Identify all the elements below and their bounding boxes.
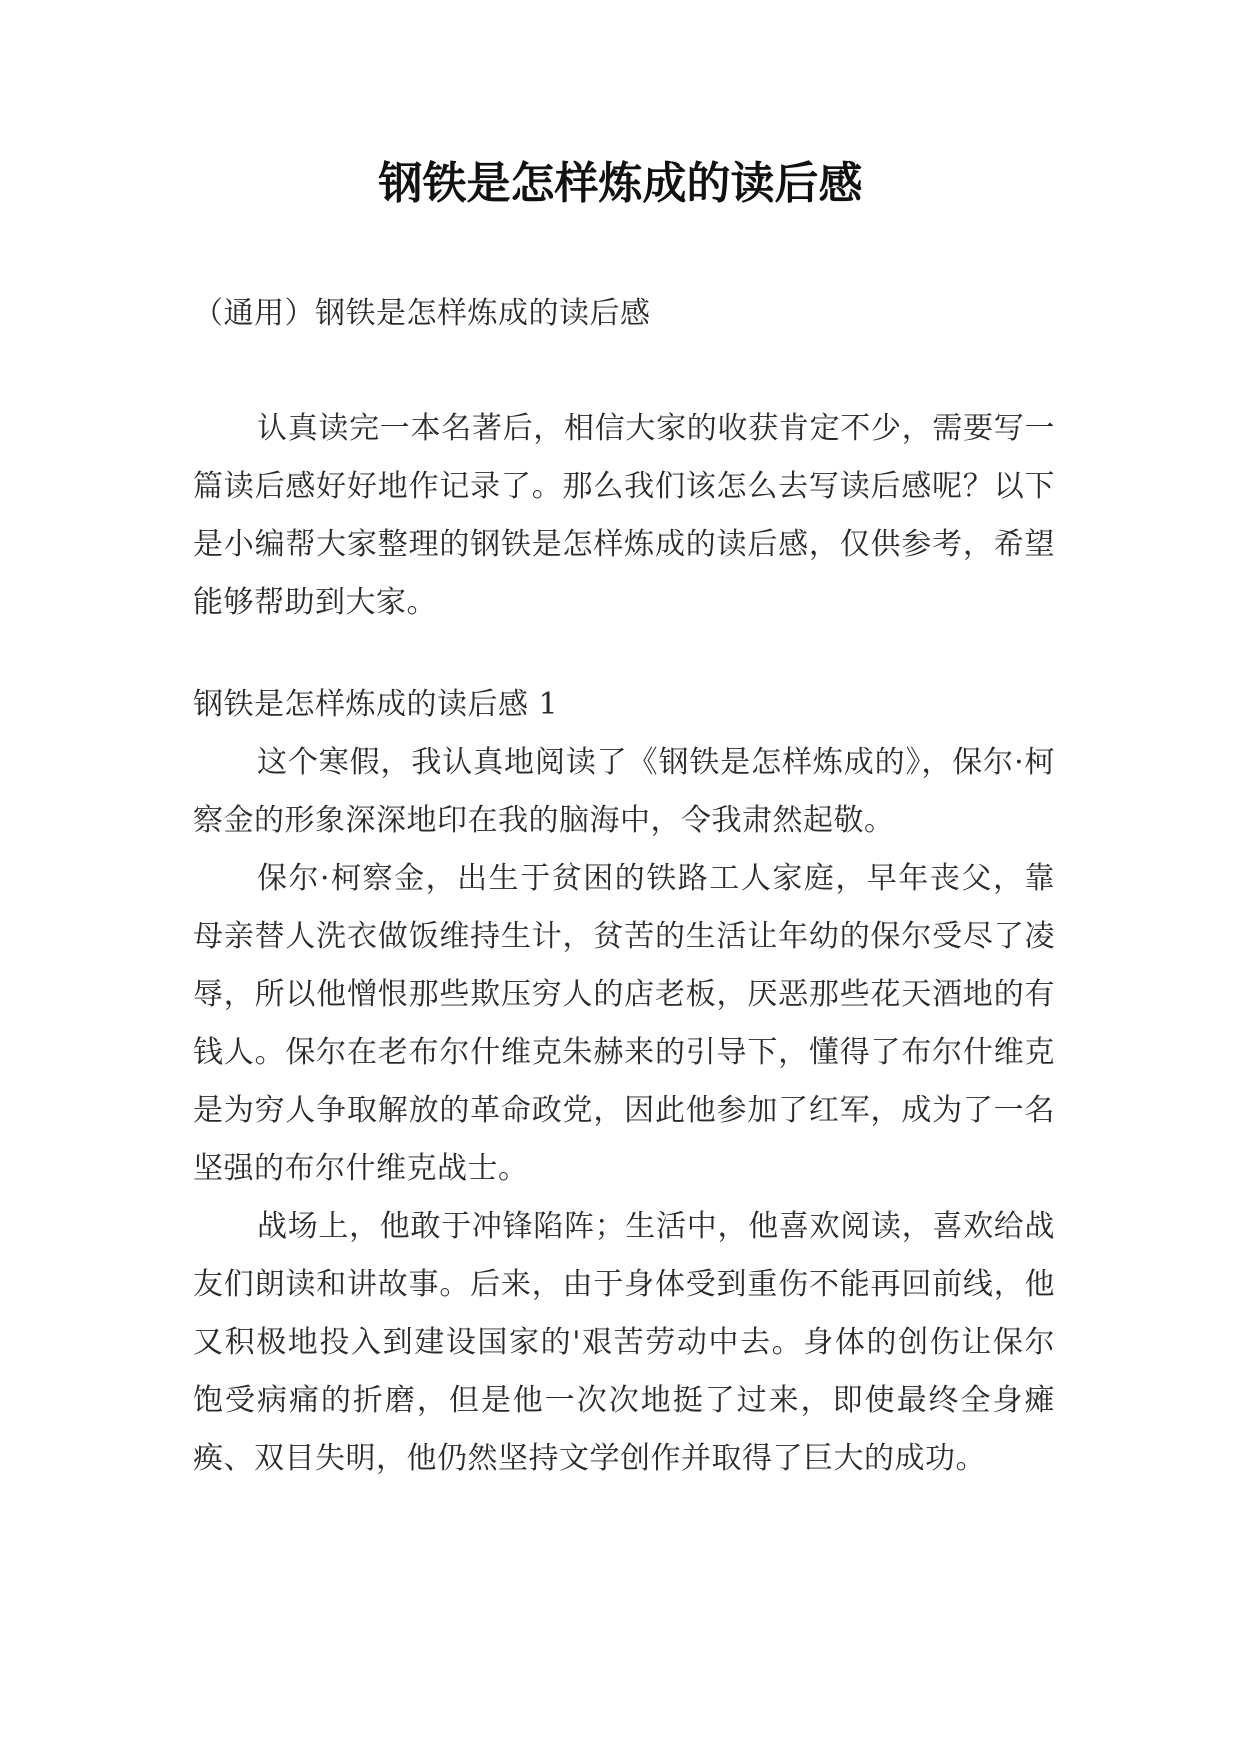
essay-body <box>193 676 1055 1488</box>
document-title: 钢铁是怎样炼成的读后感 <box>378 158 863 209</box>
subtitle-block <box>193 285 1055 343</box>
body-paragraph-1: 这个寒假，我认真地阅读了《钢铁是怎样炼成的》，保尔·柯察金的形象深深地印在我的脑海中，令我肃然起敬。 <box>193 745 1055 838</box>
body-paragraph-3: 战场上，他敢于冲锋陷阵；生活中，他喜欢阅读，喜欢给战友们朗读和讲故事。后来，由于身体受到重伤不能再回前线，他又积极地投入到建设国家的'艰苦劳动中去。身体的创伤让保尔饱受病痛的折磨，但是他一次次地挺了过来，即使最终全身瘫痪、双目失明，他仍然坚持文学创作并取得了巨大的成功。 <box>193 1209 1055 1476</box>
document-subtitle: （通用）钢铁是怎样炼成的读后感 <box>193 296 651 331</box>
section-heading: 钢铁是怎样炼成的读后感 1 <box>193 687 559 722</box>
intro-block <box>193 400 1055 632</box>
body-paragraph-2: 保尔·柯察金，出生于贫困的铁路工人家庭，早年丧父，靠母亲替人洗衣做饭维持生计，贫苦的生活让年幼的保尔受尽了凌辱，所以他憎恨那些欺压穷人的店老板，厌恶那些花天酒地的有钱人。保尔在老布尔什维克朱赫来的引导下，懂得了布尔什维克是为穷人争取解放的革命政党，因此他参加了红军，成为了一名坚强的布尔什维克战士。 <box>193 861 1055 1186</box>
intro-paragraph: 认真读完一本名著后，相信大家的收获肯定不少，需要写一篇读后感好好地作记录了。那么我们该怎么去写读后感呢？以下是小编帮大家整理的钢铁是怎样炼成的读后感，仅供参考，希望能够帮助到大家。 <box>193 411 1055 620</box>
